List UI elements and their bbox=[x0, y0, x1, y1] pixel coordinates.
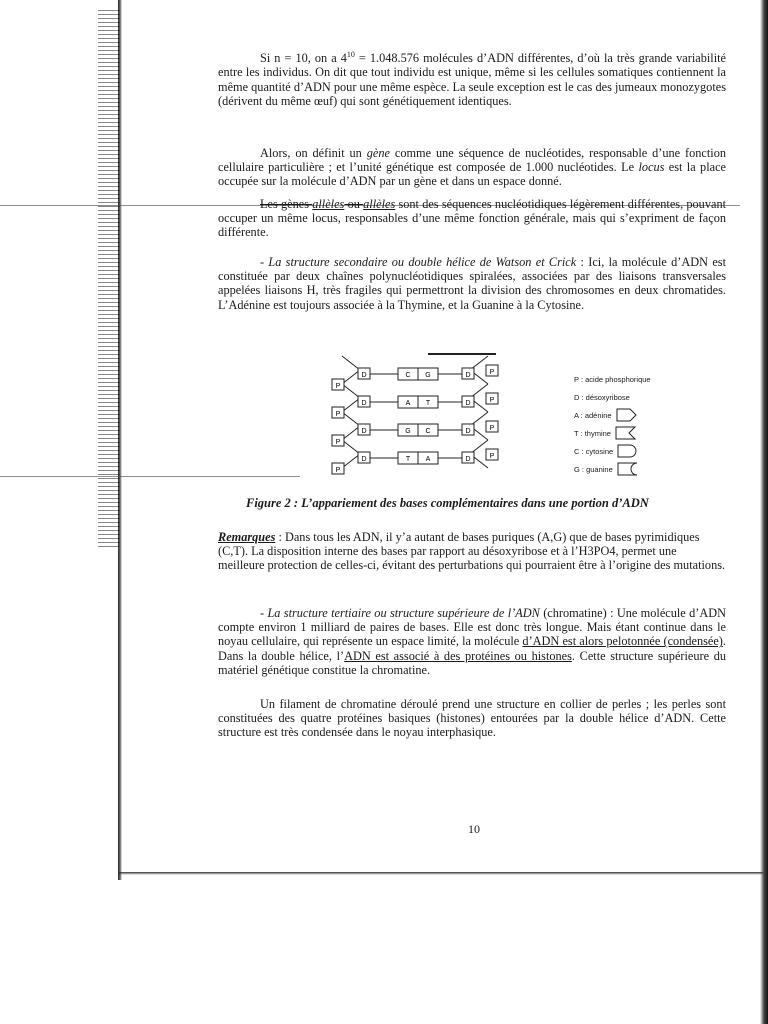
paragraph-alleles: Les gènes allèles ou allèles sont des séquences nucléotidiques légèrement différentes, pouvant occuper un même locus, responsables d’une même fonction générale, mais qui s’expriment de façon différente. bbox=[218, 197, 727, 240]
dna-base-pairing-figure bbox=[320, 348, 520, 478]
paragraph-chromatin: Un filament de chromatine déroulé prend une structure en collier de perles ; les perles sont constituées des quatre protéines basiques (histones) entourées par la double hélice d’ADN. Cette structure est très condensée dans le noyau interphasique. bbox=[218, 697, 726, 740]
phosphate-label: P bbox=[335, 467, 341, 474]
legend-item: A : adénine bbox=[574, 406, 651, 424]
legend-item: T : thymine bbox=[574, 424, 651, 442]
paragraph-secondary-structure: - La structure secondaire ou double hélice de Watson et Crick : Ici, la molécule d’ADN est constituée par deux chaînes polynucléotidiques spiralées, associées par des liaisons transversales appelées liaisons H, très fragiles qui permettront la division des chromosomes en deux chromatides. L’Adénine est toujours associée à la Thymine, et la Guanine à la Cytosine. bbox=[218, 255, 726, 312]
base-label-right: C bbox=[425, 428, 431, 435]
base-pair-row bbox=[398, 452, 438, 464]
paragraph-remarks: Remarques : Dans tous les ADN, il y’a autant de bases puriques (A,G) que de bases pyrimidiques (C,T). La disposition interne des bases par rapport au désoxyribose et à l’H3PO4, permet une meilleure protection de celles-ci, évitant des perturbations qui pourraient être à l’origine des mutations. bbox=[218, 530, 726, 573]
deoxyribose-label: D bbox=[465, 428, 471, 435]
phosphate-label: P bbox=[335, 383, 341, 390]
thymine-shape-icon bbox=[615, 426, 637, 440]
deoxyribose-label: D bbox=[361, 456, 367, 463]
figure-caption: Figure 2 : L’appariement des bases complémentaires dans une portion d’ADN bbox=[246, 496, 649, 510]
scan-left-margin-artifact bbox=[98, 10, 120, 550]
base-label-left: G bbox=[405, 428, 411, 435]
page-number: 10 bbox=[468, 822, 480, 836]
figure-legend bbox=[574, 370, 651, 478]
phosphate-label: P bbox=[489, 369, 495, 376]
legend-item: G : guanine bbox=[574, 460, 651, 478]
base-label-left: T bbox=[405, 456, 411, 463]
base-label-left: C bbox=[405, 372, 411, 379]
legend-item: D : désoxyribose bbox=[574, 392, 630, 402]
phosphate-label: P bbox=[489, 425, 495, 432]
phosphate-label: P bbox=[335, 411, 341, 418]
paragraph-tertiary-structure: - La structure tertiaire ou structure supérieure de l’ADN (chromatine) : Une molécule d’ADN compte environ 1 milliard de paires de bases. Elle est donc très longue. Mais étant continue dans le noyau cellulaire, qui représente un espace limité, la molécule d’ADN est alors pelotonnée (condensée). Dans la double hélice, l’ADN est associé à des protéines ou histones. Cette structure supérieure du matériel génétique constitue la chromatine. bbox=[218, 606, 727, 677]
scan-line bbox=[0, 476, 300, 477]
phosphate-label: P bbox=[489, 453, 495, 460]
paragraph-variability: Si n = 10, on a $4^{10} = 1.048.576$ molécules d’ADN différentes, d’où la très grande variabilité entre les individus. On dit que tout individu est unique, même si les cellules somatiques contiennent la même quantité d’ADN pour une même espèce. La seule exception est le cas des jumeaux monozygotes (dérivent du même œuf) qui sont génétiquement identiques. bbox=[218, 50, 726, 108]
paragraph-gene-definition: Alors, on définit un gène comme une séquence de nucléotides, responsable d’une fonction cellulaire particulière ; et l’unité génétique est composée de 1.000 nucléotides. Le locus est la place occupée sur la molécule d’ADN par un gène et dans un espace donné. bbox=[218, 146, 726, 189]
base-label-right: G bbox=[425, 372, 431, 379]
deoxyribose-label: D bbox=[465, 456, 471, 463]
scan-right-edge bbox=[760, 0, 768, 1024]
cytosine-shape-icon bbox=[617, 444, 639, 458]
deoxyribose-label: D bbox=[465, 400, 471, 407]
base-label-left: A bbox=[405, 400, 411, 407]
deoxyribose-label: D bbox=[361, 428, 367, 435]
phosphate-boxes-left bbox=[332, 379, 344, 474]
guanine-shape-icon bbox=[617, 462, 639, 476]
deoxyribose-boxes-left bbox=[358, 368, 370, 463]
page-bottom-shadow bbox=[118, 872, 768, 875]
adenine-shape-icon bbox=[616, 408, 638, 422]
deoxyribose-label: D bbox=[361, 400, 367, 407]
base-pair-row bbox=[398, 368, 438, 380]
base-pair-row bbox=[398, 396, 438, 408]
deoxyribose-boxes-right bbox=[462, 368, 474, 463]
base-pair-row bbox=[398, 424, 438, 436]
phosphate-label: P bbox=[335, 439, 341, 446]
phosphate-label: P bbox=[489, 397, 495, 404]
legend-item: P : acide phosphorique bbox=[574, 374, 651, 384]
legend-item: C : cytosine bbox=[574, 442, 651, 460]
base-label-right: A bbox=[425, 456, 431, 463]
deoxyribose-label: D bbox=[465, 372, 471, 379]
deoxyribose-label: D bbox=[361, 372, 367, 379]
base-label-right: T bbox=[425, 400, 431, 407]
